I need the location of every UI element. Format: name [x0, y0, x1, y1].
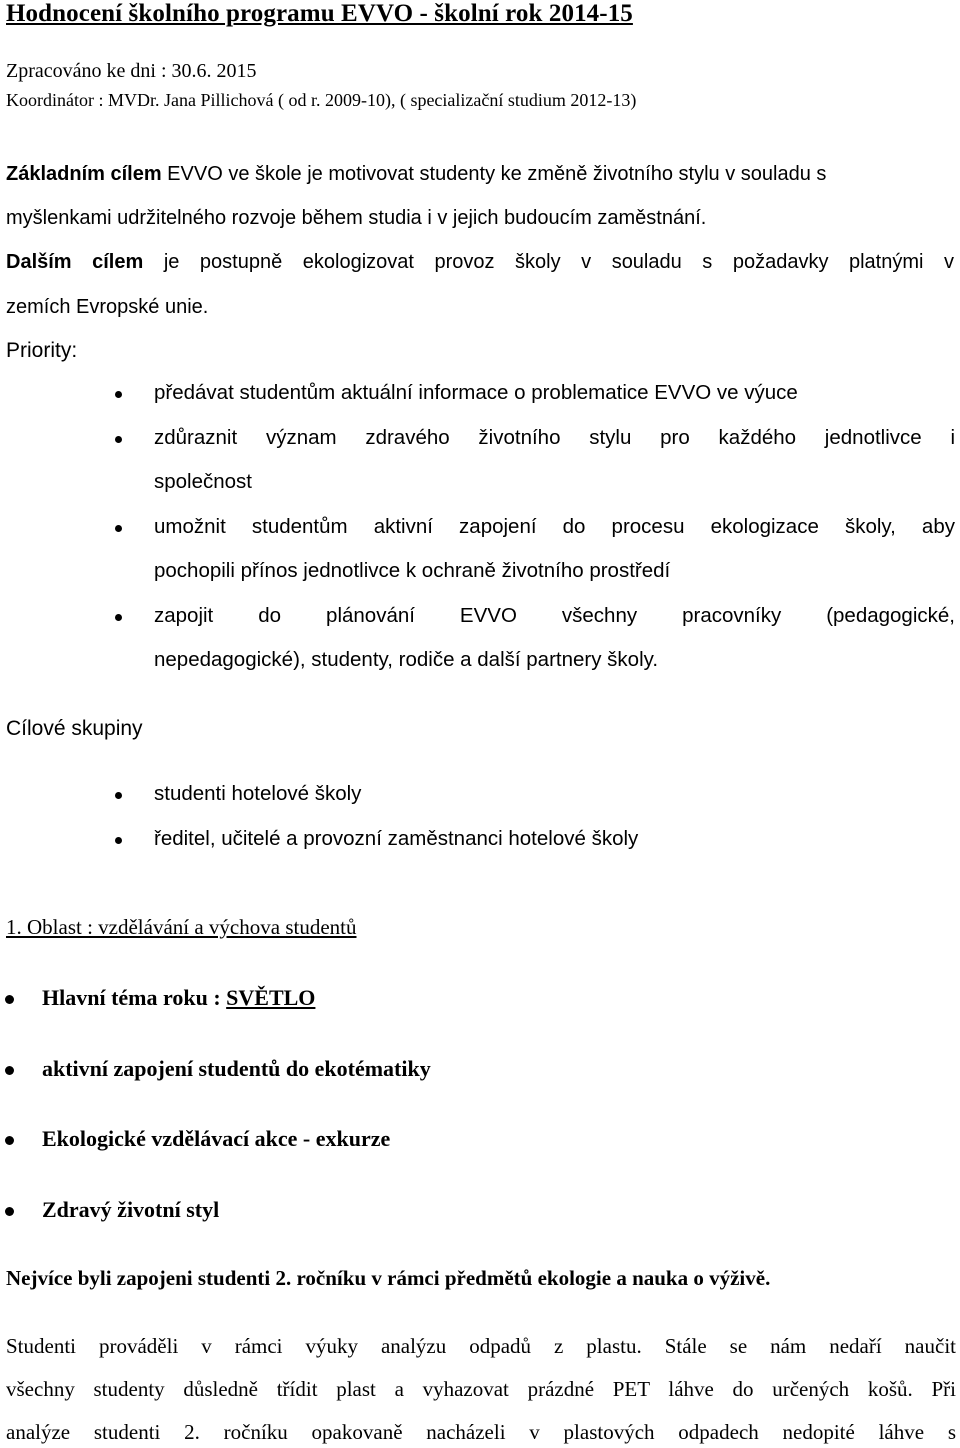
next-goal-line-2: zemích Evropské unie.	[6, 296, 209, 318]
area-1-summary: Nejvíce byli zapojeni studenti 2. ročníku v rámci předmětů ekologie a nauka o výživě.	[6, 1266, 771, 1290]
area-1-body-line-2: všechny studenty důsledně třídit plast a vyhazovat prázdné PET láhve do určených košů. Při	[6, 1377, 956, 1401]
next-goal-line-1	[6, 251, 954, 274]
main-goal-label: Základním cílem	[6, 163, 162, 185]
main-goal-line-1	[6, 163, 826, 186]
priority-item-1: předávat studentům aktuální informace o problematice EVVO ve výuce	[154, 381, 798, 404]
target-groups-label: Cílové skupiny	[6, 717, 143, 740]
bullet-icon	[5, 1207, 14, 1216]
target-group-item-2: ředitel, učitelé a provozní zaměstnanci hotelové školy	[154, 827, 639, 850]
priorities-label: Priority:	[6, 339, 78, 362]
topic-student-involvement: aktivní zapojení studentů do ekotématiky	[42, 1056, 431, 1081]
bullet-icon	[115, 792, 122, 799]
priority-item-2-line-1: zdůraznit význam zdravého životního stylu pro každého jednotlivce i	[154, 426, 955, 449]
main-goal-line-2: myšlenkami udržitelného rozvoje během studia i v jejich budoucím zaměstnání.	[6, 207, 707, 229]
bullet-icon	[115, 391, 122, 398]
target-group-item-1: studenti hotelové školy	[154, 782, 362, 805]
bullet-icon	[115, 525, 122, 532]
document-title: Hodnocení školního programu EVVO - školní rok 2014-15	[6, 0, 633, 27]
next-goal-text: je postupně ekologizovat provoz školy v souladu s požadavky platnými v	[143, 251, 954, 273]
bullet-icon	[115, 436, 122, 443]
priority-item-3-line-2: pochopili přínos jednotlivce k ochraně životního prostředí	[154, 559, 671, 582]
topic-healthy-lifestyle: Zdravý životní styl	[42, 1197, 220, 1222]
topic-excursions: Ekologické vzdělávací akce - exkurze	[42, 1126, 391, 1151]
main-goal-text: EVVO ve škole je motivovat studenty ke změně životního stylu v souladu s	[161, 163, 827, 185]
area-1-heading: 1. Oblast : vzdělávání a výchova studentů	[6, 915, 357, 939]
priority-item-2-line-2: společnost	[154, 470, 253, 493]
bullet-icon	[5, 1136, 14, 1145]
bullet-icon	[115, 837, 122, 844]
topic-main-theme	[42, 985, 315, 1011]
bullet-icon	[115, 614, 122, 621]
area-1-body-line-1: Studenti prováděli v rámci výuky analýzu odpadů z plastu. Stále se nám nedaří naučit	[6, 1334, 956, 1358]
coordinator-line: Koordinátor : MVDr. Jana Pillichová ( od r. 2009-10), ( specializační studium 2012-13)	[6, 90, 637, 110]
bullet-icon	[5, 1066, 14, 1075]
topic-main-theme-value: SVĚTLO	[226, 985, 316, 1010]
priority-item-4-line-1: zapojit do plánování EVVO všechny pracovníky (pedagogické,	[154, 604, 955, 627]
processed-date: Zpracováno ke dni : 30.6. 2015	[6, 60, 257, 82]
area-1-body-line-3: analýze studenti 2. ročníku opakovaně nacházeli v plastových odpadech nedopité láhve s	[6, 1420, 956, 1444]
topic-main-theme-label: Hlavní téma roku :	[42, 985, 227, 1010]
next-goal-label: Dalším cílem	[6, 251, 144, 273]
bullet-icon	[5, 995, 14, 1004]
priority-item-3-line-1: umožnit studentům aktivní zapojení do procesu ekologizace školy, aby	[154, 515, 955, 538]
priority-item-4-line-2: nepedagogické), studenty, rodiče a další partnery školy.	[154, 648, 659, 671]
